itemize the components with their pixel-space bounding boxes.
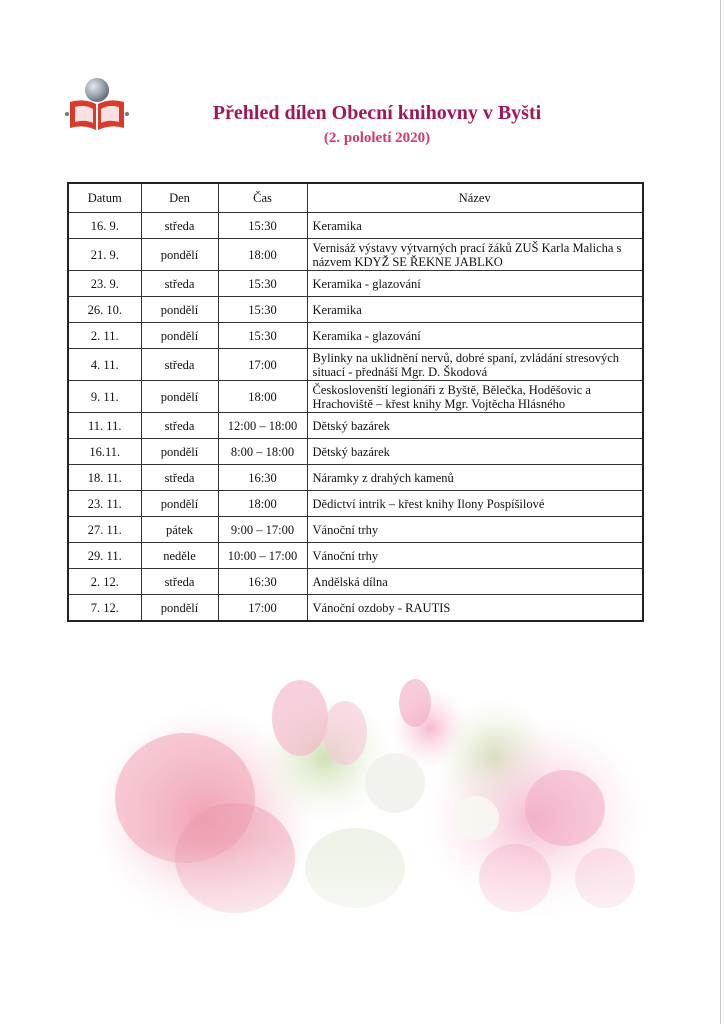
table-row bbox=[68, 569, 643, 595]
cell-name: Keramika bbox=[307, 297, 643, 323]
cell-time: 9:00 – 17:00 bbox=[218, 517, 307, 543]
table-header-row bbox=[68, 183, 643, 213]
cell-name: Bylinky na uklidnění nervů, dobré spaní, zvládání stresových situací - přednáší Mgr. D. Škodová bbox=[307, 349, 643, 381]
cell-time: 12:00 – 18:00 bbox=[218, 413, 307, 439]
cell-date: 21. 9. bbox=[68, 239, 141, 271]
cell-day: neděle bbox=[141, 543, 218, 569]
workshop-schedule-table bbox=[67, 182, 644, 622]
cell-name: Vernisáž výstavy výtvarných prací žáků ZUŠ Karla Malicha s názvem KDYŽ SE ŘEKNE JABLKO bbox=[307, 239, 643, 271]
table-row bbox=[68, 465, 643, 491]
cell-name: Vánoční trhy bbox=[307, 543, 643, 569]
cell-day: pondělí bbox=[141, 439, 218, 465]
cell-time: 18:00 bbox=[218, 491, 307, 517]
cell-name: Vánoční ozdoby - RAUTIS bbox=[307, 595, 643, 622]
cell-name: Andělská dílna bbox=[307, 569, 643, 595]
cell-time: 15:30 bbox=[218, 323, 307, 349]
table-row bbox=[68, 491, 643, 517]
cell-day: středa bbox=[141, 213, 218, 239]
table-row bbox=[68, 517, 643, 543]
cell-date: 27. 11. bbox=[68, 517, 141, 543]
header-name: Název bbox=[307, 183, 643, 213]
header-date: Datum bbox=[68, 183, 141, 213]
cell-name: Keramika - glazování bbox=[307, 271, 643, 297]
cell-name: Dědictví intrik – křest knihy Ilony Pospíšilové bbox=[307, 491, 643, 517]
page-subtitle: (2. pololetí 2020) bbox=[323, 130, 431, 146]
cell-time: 16:30 bbox=[218, 465, 307, 491]
flower-bouquet-illustration bbox=[95, 668, 661, 984]
cell-day: středa bbox=[141, 349, 218, 381]
table-row bbox=[68, 213, 643, 239]
table-row bbox=[68, 239, 643, 271]
table-row bbox=[68, 439, 643, 465]
cell-day: středa bbox=[141, 465, 218, 491]
cell-time: 16:30 bbox=[218, 569, 307, 595]
cell-date: 16. 9. bbox=[68, 213, 141, 239]
cell-date: 2. 11. bbox=[68, 323, 141, 349]
cell-day: pondělí bbox=[141, 323, 218, 349]
header-time: Čas bbox=[218, 183, 307, 213]
cell-time: 15:30 bbox=[218, 297, 307, 323]
table-row bbox=[68, 271, 643, 297]
table-row bbox=[68, 413, 643, 439]
cell-date: 29. 11. bbox=[68, 543, 141, 569]
cell-name: Dětský bazárek bbox=[307, 413, 643, 439]
cell-day: středa bbox=[141, 271, 218, 297]
table-row bbox=[68, 381, 643, 413]
cell-day: středa bbox=[141, 569, 218, 595]
cell-day: pondělí bbox=[141, 381, 218, 413]
cell-day: středa bbox=[141, 413, 218, 439]
cell-date: 23. 11. bbox=[68, 491, 141, 517]
cell-date: 9. 11. bbox=[68, 381, 141, 413]
cell-name: Českoslovenští legionáři z Byště, Bělečka, Hoděšovic a Hrachoviště – křest knihy Mgr. Vojtěcha Hlásného bbox=[307, 381, 643, 413]
cell-time: 18:00 bbox=[218, 239, 307, 271]
cell-time: 8:00 – 18:00 bbox=[218, 439, 307, 465]
cell-day: pátek bbox=[141, 517, 218, 543]
cell-time: 17:00 bbox=[218, 595, 307, 622]
cell-date: 4. 11. bbox=[68, 349, 141, 381]
table-row bbox=[68, 543, 643, 569]
cell-date: 18. 11. bbox=[68, 465, 141, 491]
table-row bbox=[68, 297, 643, 323]
cell-time: 15:30 bbox=[218, 271, 307, 297]
cell-name: Keramika - glazování bbox=[307, 323, 643, 349]
cell-time: 18:00 bbox=[218, 381, 307, 413]
cell-time: 17:00 bbox=[218, 349, 307, 381]
cell-day: pondělí bbox=[141, 595, 218, 622]
header-day: Den bbox=[141, 183, 218, 213]
cell-name: Keramika bbox=[307, 213, 643, 239]
cell-day: pondělí bbox=[141, 491, 218, 517]
cell-date: 2. 12. bbox=[68, 569, 141, 595]
table-row bbox=[68, 595, 643, 622]
table-row bbox=[68, 349, 643, 381]
cell-day: pondělí bbox=[141, 297, 218, 323]
cell-time: 10:00 – 17:00 bbox=[218, 543, 307, 569]
cell-name: Náramky z drahých kamenů bbox=[307, 465, 643, 491]
scan-edge-line bbox=[720, 0, 721, 1024]
cell-name: Dětský bazárek bbox=[307, 439, 643, 465]
library-logo-icon bbox=[64, 74, 130, 134]
cell-date: 23. 9. bbox=[68, 271, 141, 297]
cell-name: Vánoční trhy bbox=[307, 517, 643, 543]
cell-date: 11. 11. bbox=[68, 413, 141, 439]
table-row bbox=[68, 323, 643, 349]
cell-time: 15:30 bbox=[218, 213, 307, 239]
page-title: Přehled dílen Obecní knihovny v Byšti bbox=[212, 102, 542, 124]
cell-date: 26. 10. bbox=[68, 297, 141, 323]
cell-day: pondělí bbox=[141, 239, 218, 271]
cell-date: 16.11. bbox=[68, 439, 141, 465]
cell-date: 7. 12. bbox=[68, 595, 141, 622]
